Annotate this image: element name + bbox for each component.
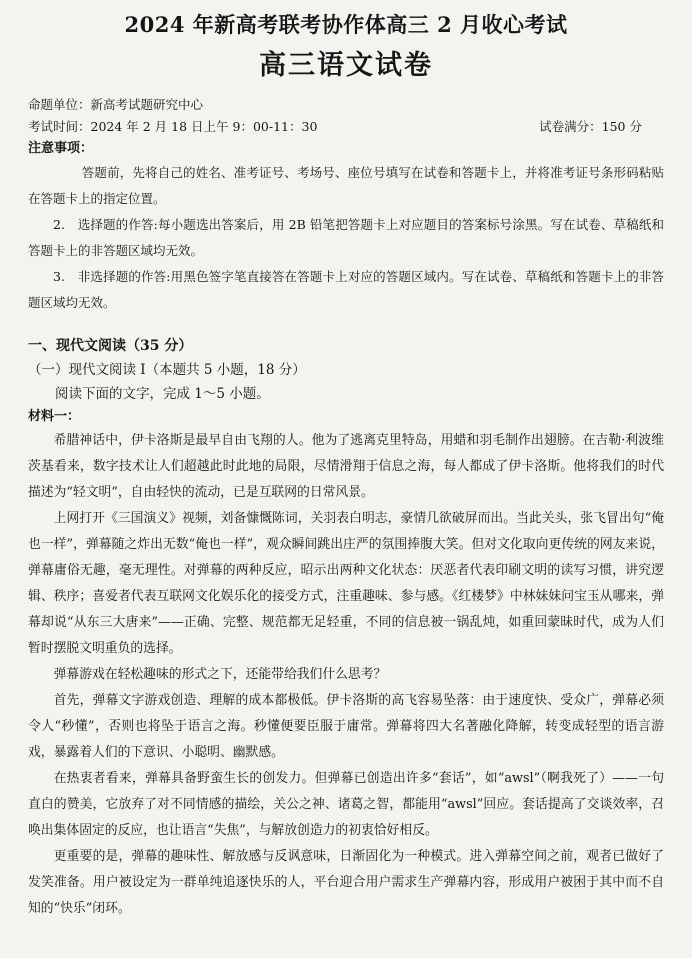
- exam-meta: [28, 94, 664, 138]
- full-score: 试卷满分：150 分: [539, 119, 642, 134]
- paragraph: 上网打开《三国演义》视频，刘备慷慨陈词，关羽表白明志，豪情几欲破屏而出。当此关头，张飞冒出句“俺也一样”，弹幕随之炸出无数“俺也一样”，观众瞬间跳出庄严的氛围捧腹大笑。但对文化取向更传统的网友来说，弹幕庸俗无趣，毫无理性。对弹幕的两种反应，昭示出两种文化状态：厌恶者代表印刷文明的读写习惯，讲究逻辑、秩序；喜爱者代表互联网文化娱乐化的接受方式，注重趣味、参与感。《红楼梦》中林妹妹问宝玉从哪来，弹幕却说“从东三大唐来”——正确、完整、规范都无足轻重，不同的信息被一锅乱炖，如重回蒙昧时代，成为人们暂时摆脱文明重负的选择。: [28, 511, 664, 656]
- organizer: 命题单位：新高考试题研究中心: [28, 97, 204, 112]
- paragraph: 在热衷者看来，弹幕具备野蛮生长的创发力。但弹幕已创造出许多“套话”，如“awsl”（啊我死了）——一句直白的赞美，它放弃了对不同情感的描绘，关公之神、诸葛之智，都能用“awsl”回应。套话提高了交谈效率，召唤出集体固定的反应，也让语言“失焦”，与解放创造力的初衷恰好相反。: [28, 771, 664, 838]
- passage: [28, 428, 664, 922]
- section-heading: 一、现代文阅读（35 分）: [28, 338, 193, 354]
- note-item-2: 2. 选择题的作答:每小题选出答案后，用 2B 铅笔把答题卡上对应题目的答案标号涂黑。写在试卷、草稿纸和答题卡上的非答题区域均无效。: [28, 217, 664, 258]
- exam-time: 考试时间：2024 年 2 月 18 日上午 9：00-11：30: [28, 119, 318, 134]
- paragraph: 首先，弹幕文字游戏创造、理解的成本都极低。伊卡洛斯的高飞容易坠落：由于速度快、受众广，弹幕必须令人“秒懂”，否则也将坠于语言之海。秒懂便要臣服于庸常。弹幕将四大名著融化降解，转变成轻型的语言游戏，暴露着人们的下意识、小聪明、幽默感。: [28, 693, 664, 760]
- paragraph: 更重要的是，弹幕的趣味性、解放感与反讽意味，日渐固化为一种模式。进入弹幕空间之前，观者已做好了发笑准备。用户被设定为一群单纯追逐快乐的人，平台迎合用户需求生产弹幕内容，形成用户被困于其中而不自知的“快乐”闭环。: [28, 849, 664, 916]
- paragraph: 希腊神话中，伊卡洛斯是最早自由飞翔的人。他为了逃离克里特岛，用蜡和羽毛制作出翅膀。在吉勒·利波维茨基看来，数字技术让人们超越此时此地的局限，尽情滑翔于信息之海，每人都成了伊卡洛斯。他将我们的时代描述为“轻文明”，自由轻快的流动，已是互联网的日常风景。: [28, 433, 664, 500]
- sub-section-heading: （一）现代文阅读 I（本题共 5 小题，18 分）: [28, 362, 306, 378]
- instruction: 阅读下面的文字，完成 1～5 小题。: [55, 386, 270, 402]
- exam-title: 2024 年新高考联考协作体高三 2 月收心考试: [124, 12, 568, 37]
- material-label: 材料一：: [28, 409, 81, 424]
- note-item-1: 答题前，先将自己的姓名、准考证号、考场号、座位号填写在试卷和答题卡上，并将准考证号条形码粘贴在答题卡上的指定位置。: [28, 165, 664, 206]
- notes-heading: 注意事项：: [28, 141, 94, 156]
- note-item-3: 3. 非选择题的作答:用黑色签字笔直接答在答题卡上对应的答题区域内。写在试卷、草稿纸和答题卡上的非答题区域均无效。: [28, 269, 664, 310]
- paper-title: 高三语文试卷: [259, 50, 433, 81]
- paragraph: 弹幕游戏在轻松趣味的形式之下，还能带给我们什么思考？: [53, 667, 387, 682]
- meta-row: [28, 116, 664, 138]
